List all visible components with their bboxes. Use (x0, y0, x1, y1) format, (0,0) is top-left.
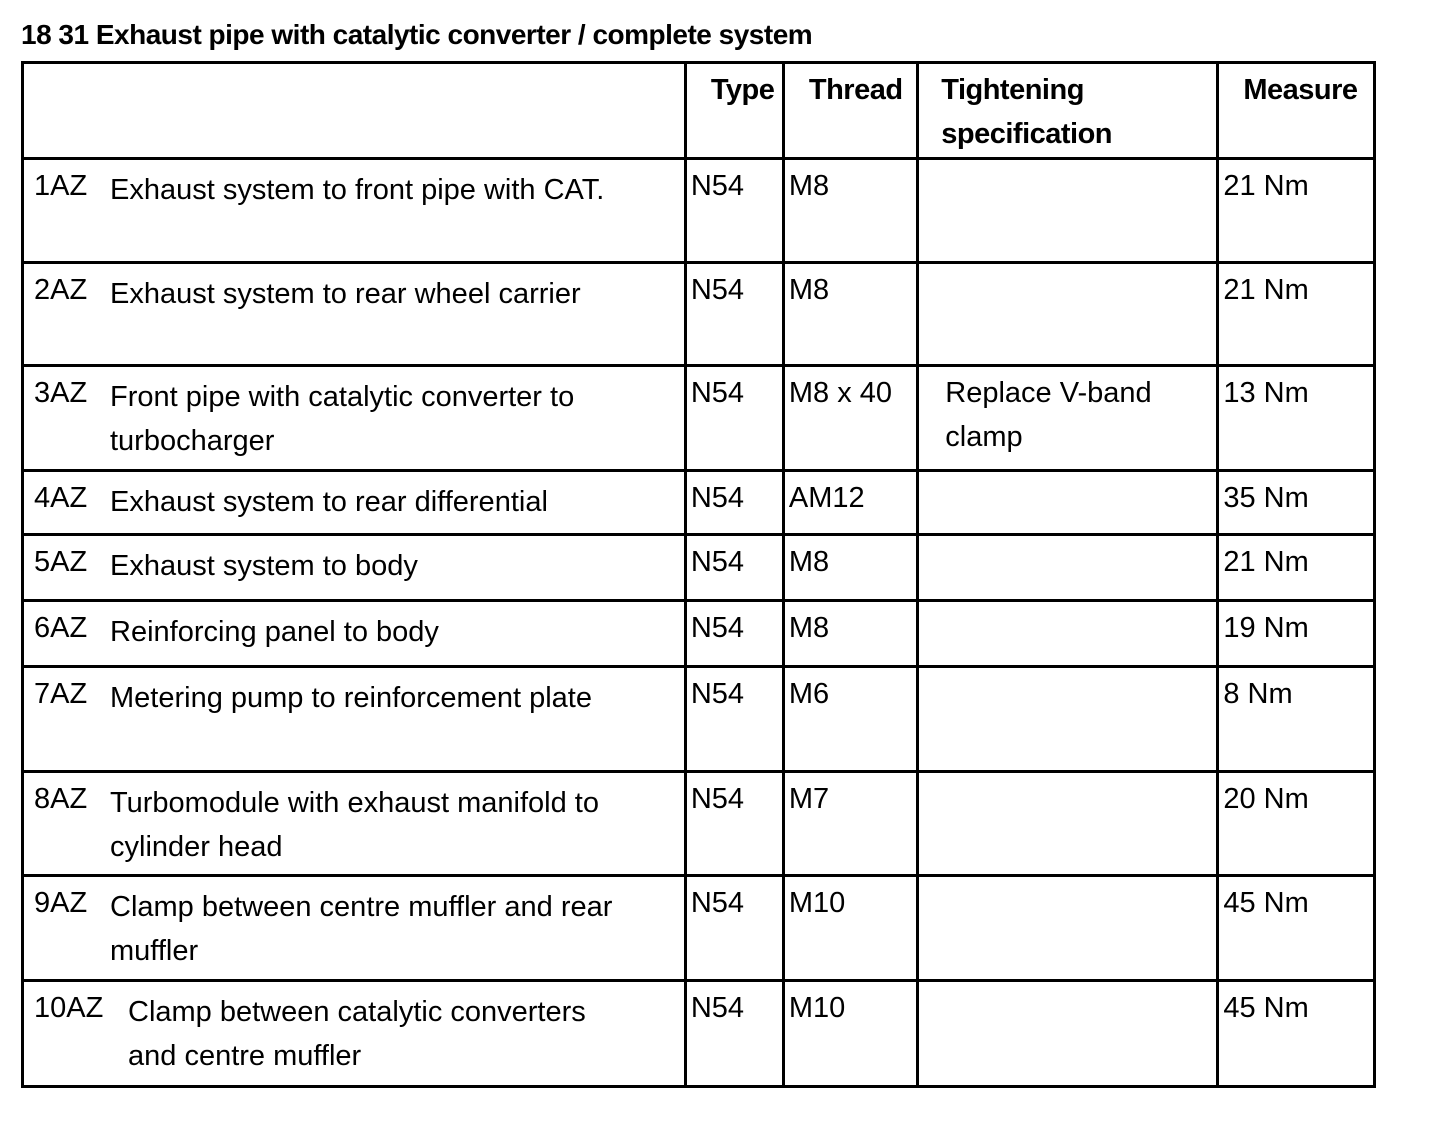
thread-cell: M8 (783, 159, 917, 263)
description-cell (23, 535, 686, 601)
item-description: Exhaust system to rear wheel carrier (110, 278, 581, 310)
header-description (23, 63, 686, 159)
thread-cell: M7 (783, 772, 917, 876)
type-cell: N54 (685, 535, 783, 601)
table-row (23, 667, 1375, 772)
type-cell: N54 (685, 772, 783, 876)
measure-cell: 45 Nm (1218, 981, 1375, 1087)
table-row (23, 981, 1375, 1087)
tightening-spec-cell (918, 159, 1218, 263)
measure-cell: 21 Nm (1218, 535, 1375, 601)
item-number: 9AZ (34, 887, 88, 919)
measure-cell: 21 Nm (1218, 159, 1375, 263)
thread-cell: M6 (783, 667, 917, 772)
description-cell (23, 772, 686, 876)
type-cell: N54 (685, 366, 783, 471)
header-measure: Measure (1218, 63, 1375, 159)
table-row (23, 471, 1375, 535)
tightening-spec-cell (918, 667, 1218, 772)
tightening-spec-cell (918, 772, 1218, 876)
item-number: 2AZ (34, 274, 88, 306)
table-row (23, 159, 1375, 263)
tightening-spec-cell (918, 981, 1218, 1087)
measure-cell: 45 Nm (1218, 876, 1375, 981)
header-tightening: Tightening specification (918, 63, 1218, 159)
type-cell: N54 (685, 471, 783, 535)
table-row (23, 263, 1375, 366)
item-number: 7AZ (34, 678, 88, 710)
measure-cell: 13 Nm (1218, 366, 1375, 471)
item-number: 8AZ (34, 783, 88, 815)
item-number: 3AZ (34, 377, 88, 409)
torque-spec-table (21, 61, 1376, 1088)
item-number: 4AZ (34, 482, 88, 514)
item-description: Clamp between centre muffler and rear muffler (110, 891, 613, 967)
description-cell (23, 667, 686, 772)
description-cell (23, 263, 686, 366)
item-description: Clamp between catalytic converters and centre muffler (128, 996, 586, 1072)
item-description: Reinforcing panel to body (110, 616, 439, 648)
table-row (23, 366, 1375, 471)
type-cell: N54 (685, 667, 783, 772)
page-title: 18 31 Exhaust pipe with catalytic converter / complete system (21, 19, 813, 50)
measure-cell: 21 Nm (1218, 263, 1375, 366)
tightening-spec-cell: Replace V-band clamp (918, 366, 1218, 471)
thread-cell: M10 (783, 981, 917, 1087)
table-row (23, 876, 1375, 981)
tightening-spec-cell (918, 471, 1218, 535)
table-row (23, 535, 1375, 601)
measure-cell: 8 Nm (1218, 667, 1375, 772)
item-number: 10AZ (34, 992, 104, 1024)
type-cell: N54 (685, 981, 783, 1087)
type-cell: N54 (685, 876, 783, 981)
measure-cell: 35 Nm (1218, 471, 1375, 535)
measure-cell: 20 Nm (1218, 772, 1375, 876)
item-number: 6AZ (34, 612, 88, 644)
measure-cell: 19 Nm (1218, 601, 1375, 667)
tightening-spec-cell (918, 876, 1218, 981)
tightening-spec-cell (918, 263, 1218, 366)
table-row (23, 772, 1375, 876)
thread-cell: M8 (783, 601, 917, 667)
item-description: Exhaust system to rear differential (110, 486, 548, 518)
item-description: Exhaust system to front pipe with CAT. (110, 174, 605, 206)
table-header-row (23, 63, 1375, 159)
item-description: Front pipe with catalytic converter to turbocharger (110, 381, 575, 457)
thread-cell: M8 x 40 (783, 366, 917, 471)
item-description: Exhaust system to body (110, 550, 418, 582)
item-description: Turbomodule with exhaust manifold to cylinder head (110, 787, 599, 863)
description-cell (23, 981, 686, 1087)
thread-cell: M8 (783, 263, 917, 366)
item-number: 5AZ (34, 546, 88, 578)
type-cell: N54 (685, 263, 783, 366)
description-cell (23, 471, 686, 535)
description-cell (23, 366, 686, 471)
table-row (23, 601, 1375, 667)
description-cell (23, 601, 686, 667)
thread-cell: M10 (783, 876, 917, 981)
tightening-spec-cell (918, 601, 1218, 667)
thread-cell: AM12 (783, 471, 917, 535)
type-cell: N54 (685, 159, 783, 263)
type-cell: N54 (685, 601, 783, 667)
description-cell (23, 159, 686, 263)
header-thread: Thread (783, 63, 917, 159)
header-type: Type (685, 63, 783, 159)
thread-cell: M8 (783, 535, 917, 601)
description-cell (23, 876, 686, 981)
item-number: 1AZ (34, 170, 88, 202)
tightening-spec-cell (918, 535, 1218, 601)
item-description: Metering pump to reinforcement plate (110, 682, 592, 714)
